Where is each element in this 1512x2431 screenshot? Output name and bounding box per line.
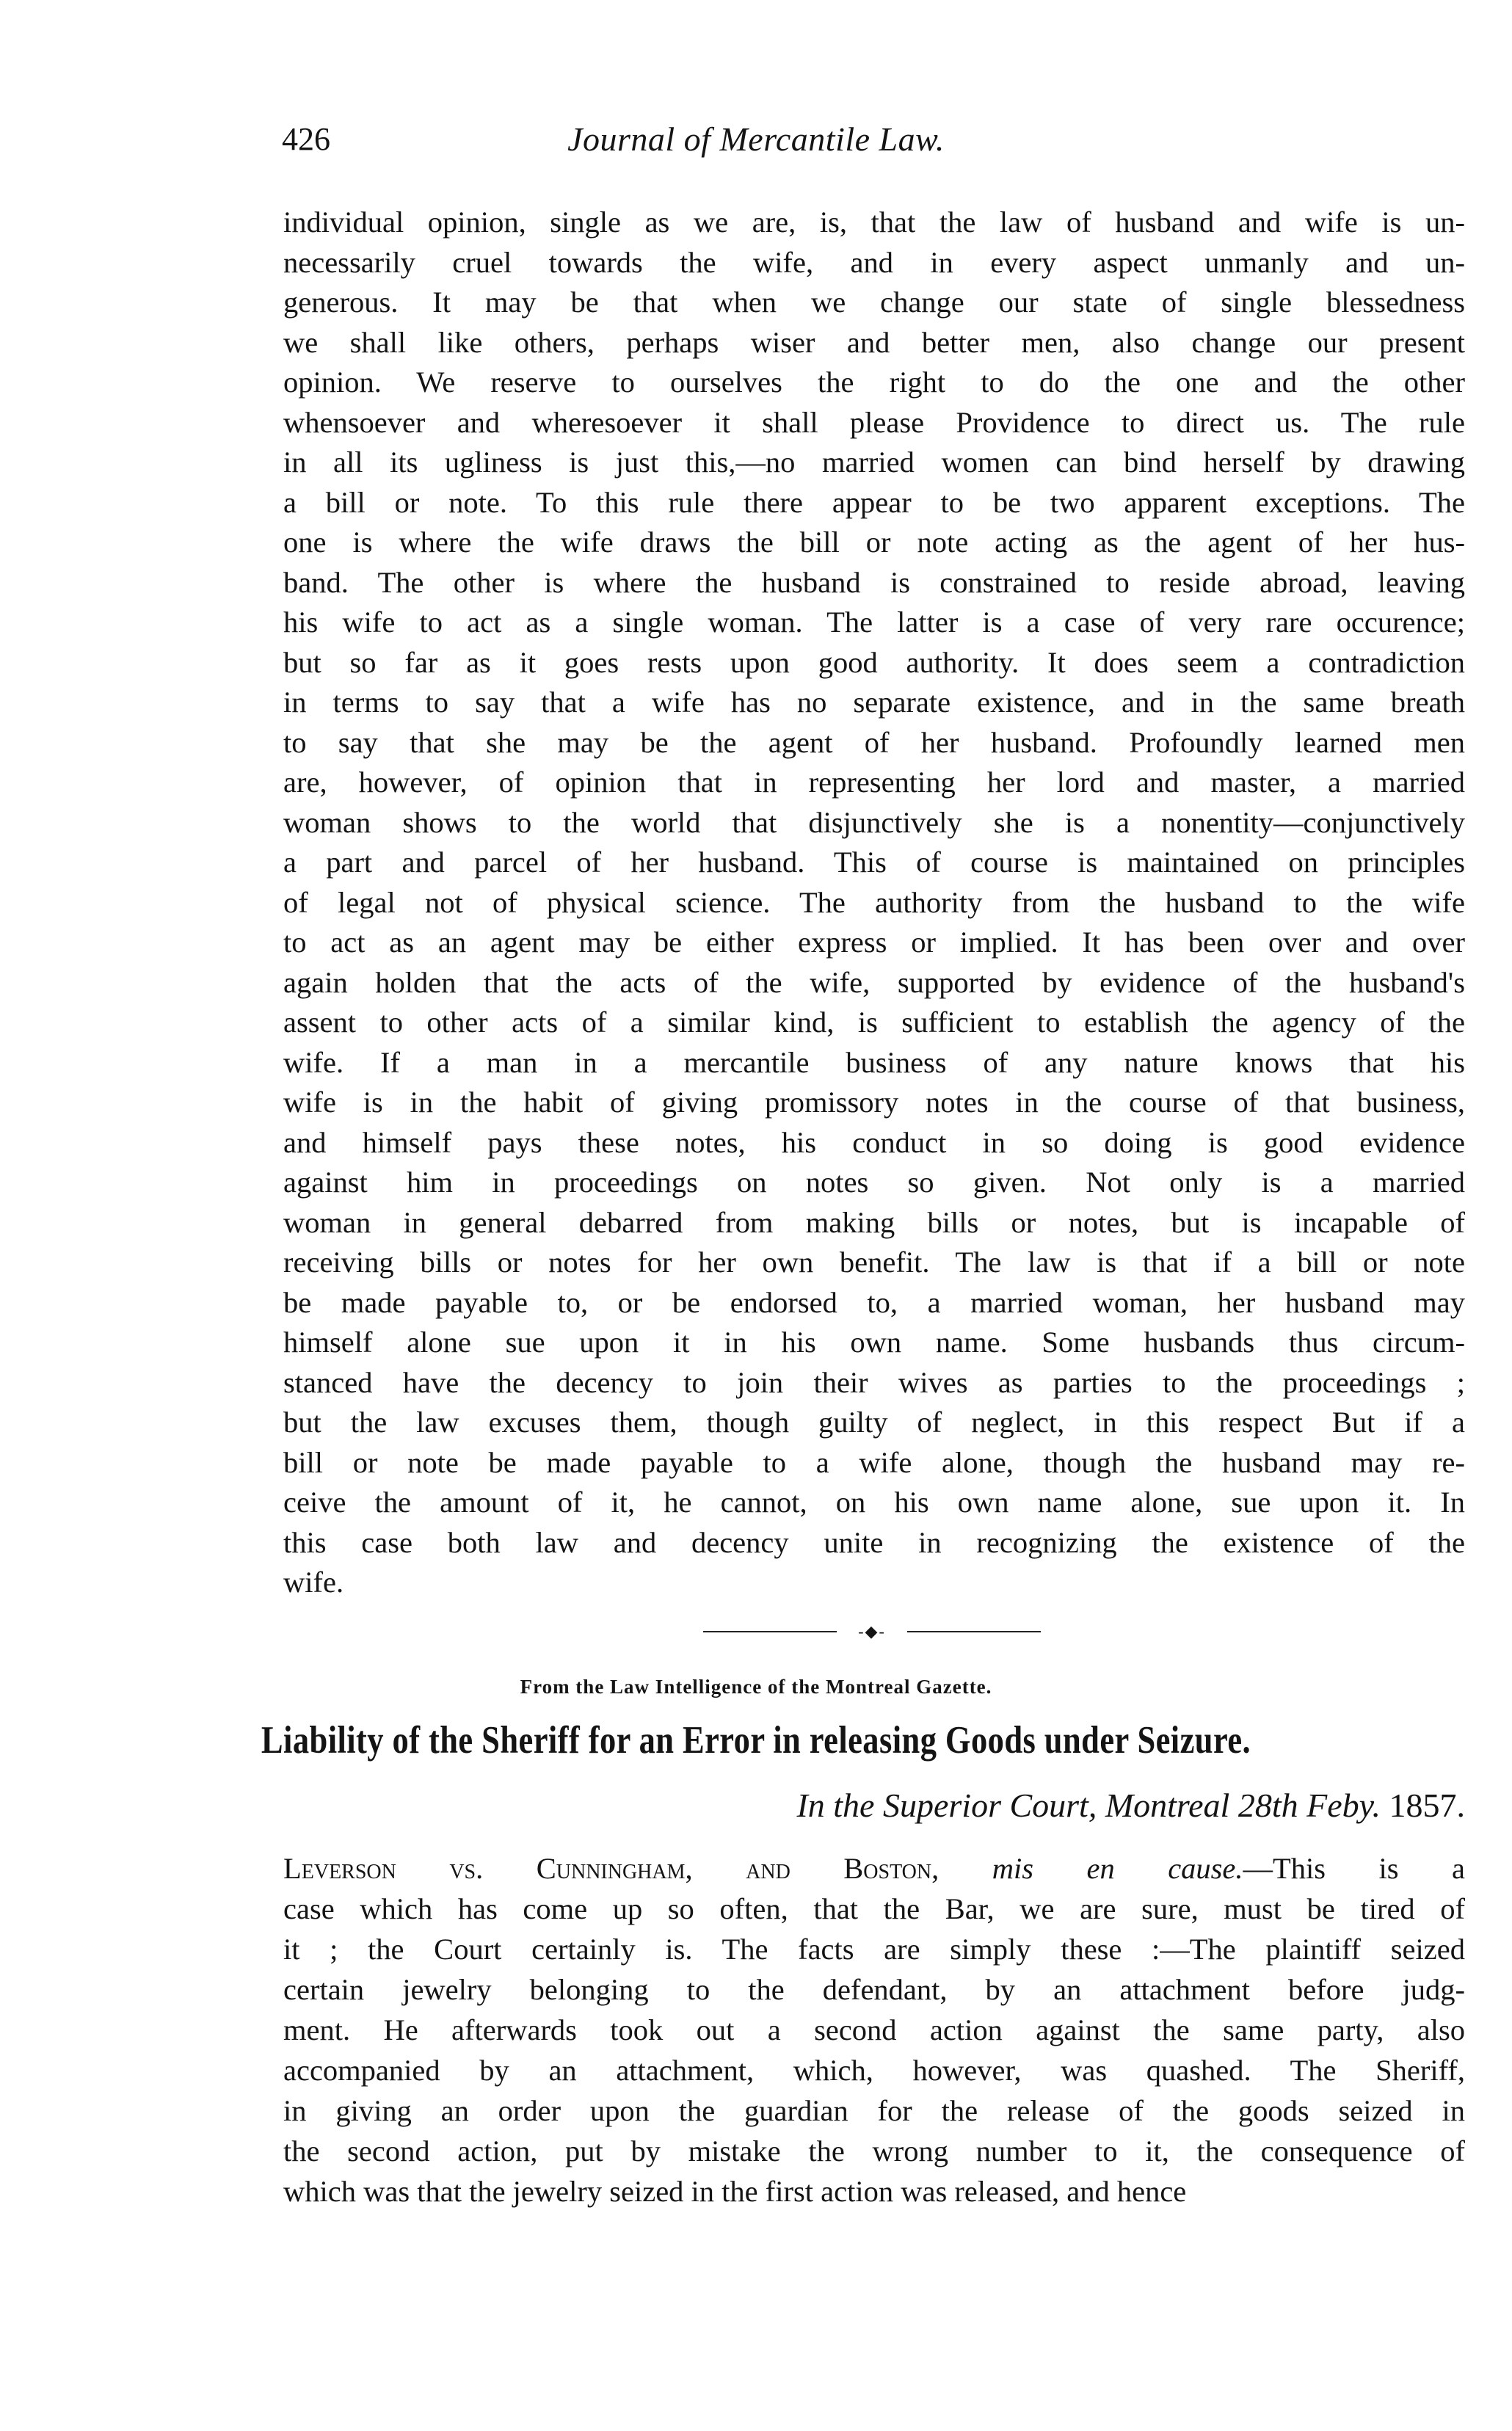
text-line: accompanied by an attachment, which, however, was quashed. The Sheriff,: [283, 2054, 1465, 2087]
case-parties: Leverson vs. Cunningham, and Boston,: [283, 1852, 939, 1885]
text-line: in terms to say that a wife has no separate existence, and in the same breath: [283, 686, 1465, 719]
text-line: again holden that the acts of the wife, supported by evidence of the husband's: [283, 965, 1465, 999]
text-line: it ; the Court certainly is. The facts are simply these :—The plaintiff seized: [283, 1933, 1465, 1966]
text-line: necessarily cruel towards the wife, and in every aspect unmanly and un-: [283, 245, 1465, 279]
court-year: 1857.: [1389, 1787, 1465, 1824]
divider-ornament: -◆-: [837, 1622, 907, 1641]
article-paragraph: [283, 1848, 1465, 2212]
text-line: one is where the wife draws the bill or note acting as the agent of her hus-: [283, 526, 1465, 559]
text-line: wife.: [283, 1566, 344, 1599]
text-line: to act as an agent may be either express or implied. It has been over and over: [283, 926, 1465, 959]
text-line: a part and parcel of her husband. This of course is maintained on principles: [283, 846, 1465, 879]
text-line: this case both law and decency unite in recognizing the existence of the: [283, 1525, 1465, 1559]
text-line: be made payable to, or be endorsed to, a married woman, her husband may: [283, 1285, 1465, 1319]
text-line: assent to other acts of a similar kind, is sufficient to establish the agency of the: [283, 1006, 1465, 1039]
text-line: to say that she may be the agent of her husband. Profoundly learned men: [283, 725, 1465, 759]
court-name-date: In the Superior Court, Montreal 28th Feby.: [796, 1787, 1381, 1824]
court-dateline: [558, 1782, 1465, 1829]
text-line: which was that the jewelry seized in the first action was released, and hence: [283, 2175, 1187, 2208]
text-line: opinion. We reserve to ourselves the right to do the one and the other: [283, 366, 1465, 399]
text-line: his wife to act as a single woman. The latter is a case of very rare occurence;: [283, 606, 1465, 639]
text-line: case which has come up so often, that the Bar, we are sure, must be tired of: [283, 1892, 1465, 1925]
text-line: stanced have the decency to join their wives as parties to the proceedings ;: [283, 1365, 1465, 1399]
text-line: bill or note be made payable to a wife alone, though the husband may re-: [283, 1445, 1465, 1479]
case-role: mis en cause.: [992, 1852, 1243, 1885]
text-line: in giving an order upon the guardian for the release of the goods seized in: [283, 2094, 1465, 2127]
text-line: woman in general debarred from making bills or notes, but is incapable of: [283, 1205, 1465, 1239]
text-line: whensoever and wheresoever it shall please Providence to direct us. The rule: [283, 405, 1465, 439]
case-intro-rest: —This is a: [1243, 1852, 1465, 1885]
page-number: 426: [282, 121, 330, 157]
text-line: ceive the amount of it, he cannot, on his own name alone, sue upon it. In: [283, 1486, 1465, 1519]
text-line: a bill or note. To this rule there appear to be two apparent exceptions. The: [283, 485, 1465, 519]
editorial-paragraph: [283, 203, 1465, 1603]
text-line: wife is in the habit of giving promissory notes in the course of that business,: [283, 1086, 1465, 1119]
text-line: woman shows to the world that disjunctively she is a nonentity—conjunctively: [283, 805, 1465, 839]
text-line: and himself pays these notes, his conduct in so doing is good evidence: [283, 1125, 1465, 1159]
text-line: but so far as it goes rests upon good authority. It does seem a contradiction: [283, 645, 1465, 679]
text-line: band. The other is where the husband is constrained to reside abroad, leaving: [283, 565, 1465, 599]
text-line: receiving bills or notes for her own benefit. The law is that if a bill or note: [283, 1246, 1465, 1279]
article-source: From the Law Intelligence of the Montreal Gazette.: [520, 1676, 992, 1698]
text-line: but the law excuses them, though guilty of neglect, in this respect But if a: [283, 1406, 1465, 1439]
text-line: wife. If a man in a mercantile business of any nature knows that his: [283, 1045, 1465, 1079]
text-line: against him in proceedings on notes so given. Not only is a married: [283, 1166, 1465, 1199]
text-line: are, however, of opinion that in representing her lord and master, a married: [283, 766, 1465, 799]
text-line: the second action, put by mistake the wrong number to it, the consequence of: [283, 2134, 1465, 2167]
text-line: of legal not of physical science. The authority from the husband to the wife: [283, 885, 1465, 919]
text-line: certain jewelry belonging to the defendant, by an attachment before judg-: [283, 1973, 1465, 2006]
article-title: Liability of the Sheriff for an Error in releasing Goods under Seizure.: [261, 1719, 1251, 1762]
running-title: Journal of Mercantile Law.: [567, 120, 945, 158]
text-line: generous. It may be that when we change our state of single blessedness: [283, 286, 1465, 319]
text-line: himself alone sue upon it in his own name. Some husbands thus circum-: [283, 1326, 1465, 1359]
text-line: ment. He afterwards took out a second action against the same party, also: [283, 2013, 1465, 2046]
text-line: we shall like others, perhaps wiser and better men, also change our present: [283, 325, 1465, 359]
article-first-line: [283, 1848, 1465, 1889]
text-line: in all its ugliness is just this,—no married women can bind herself by drawing: [283, 446, 1465, 479]
text-line: individual opinion, single as we are, is, that the law of husband and wife is un-: [283, 206, 1465, 239]
